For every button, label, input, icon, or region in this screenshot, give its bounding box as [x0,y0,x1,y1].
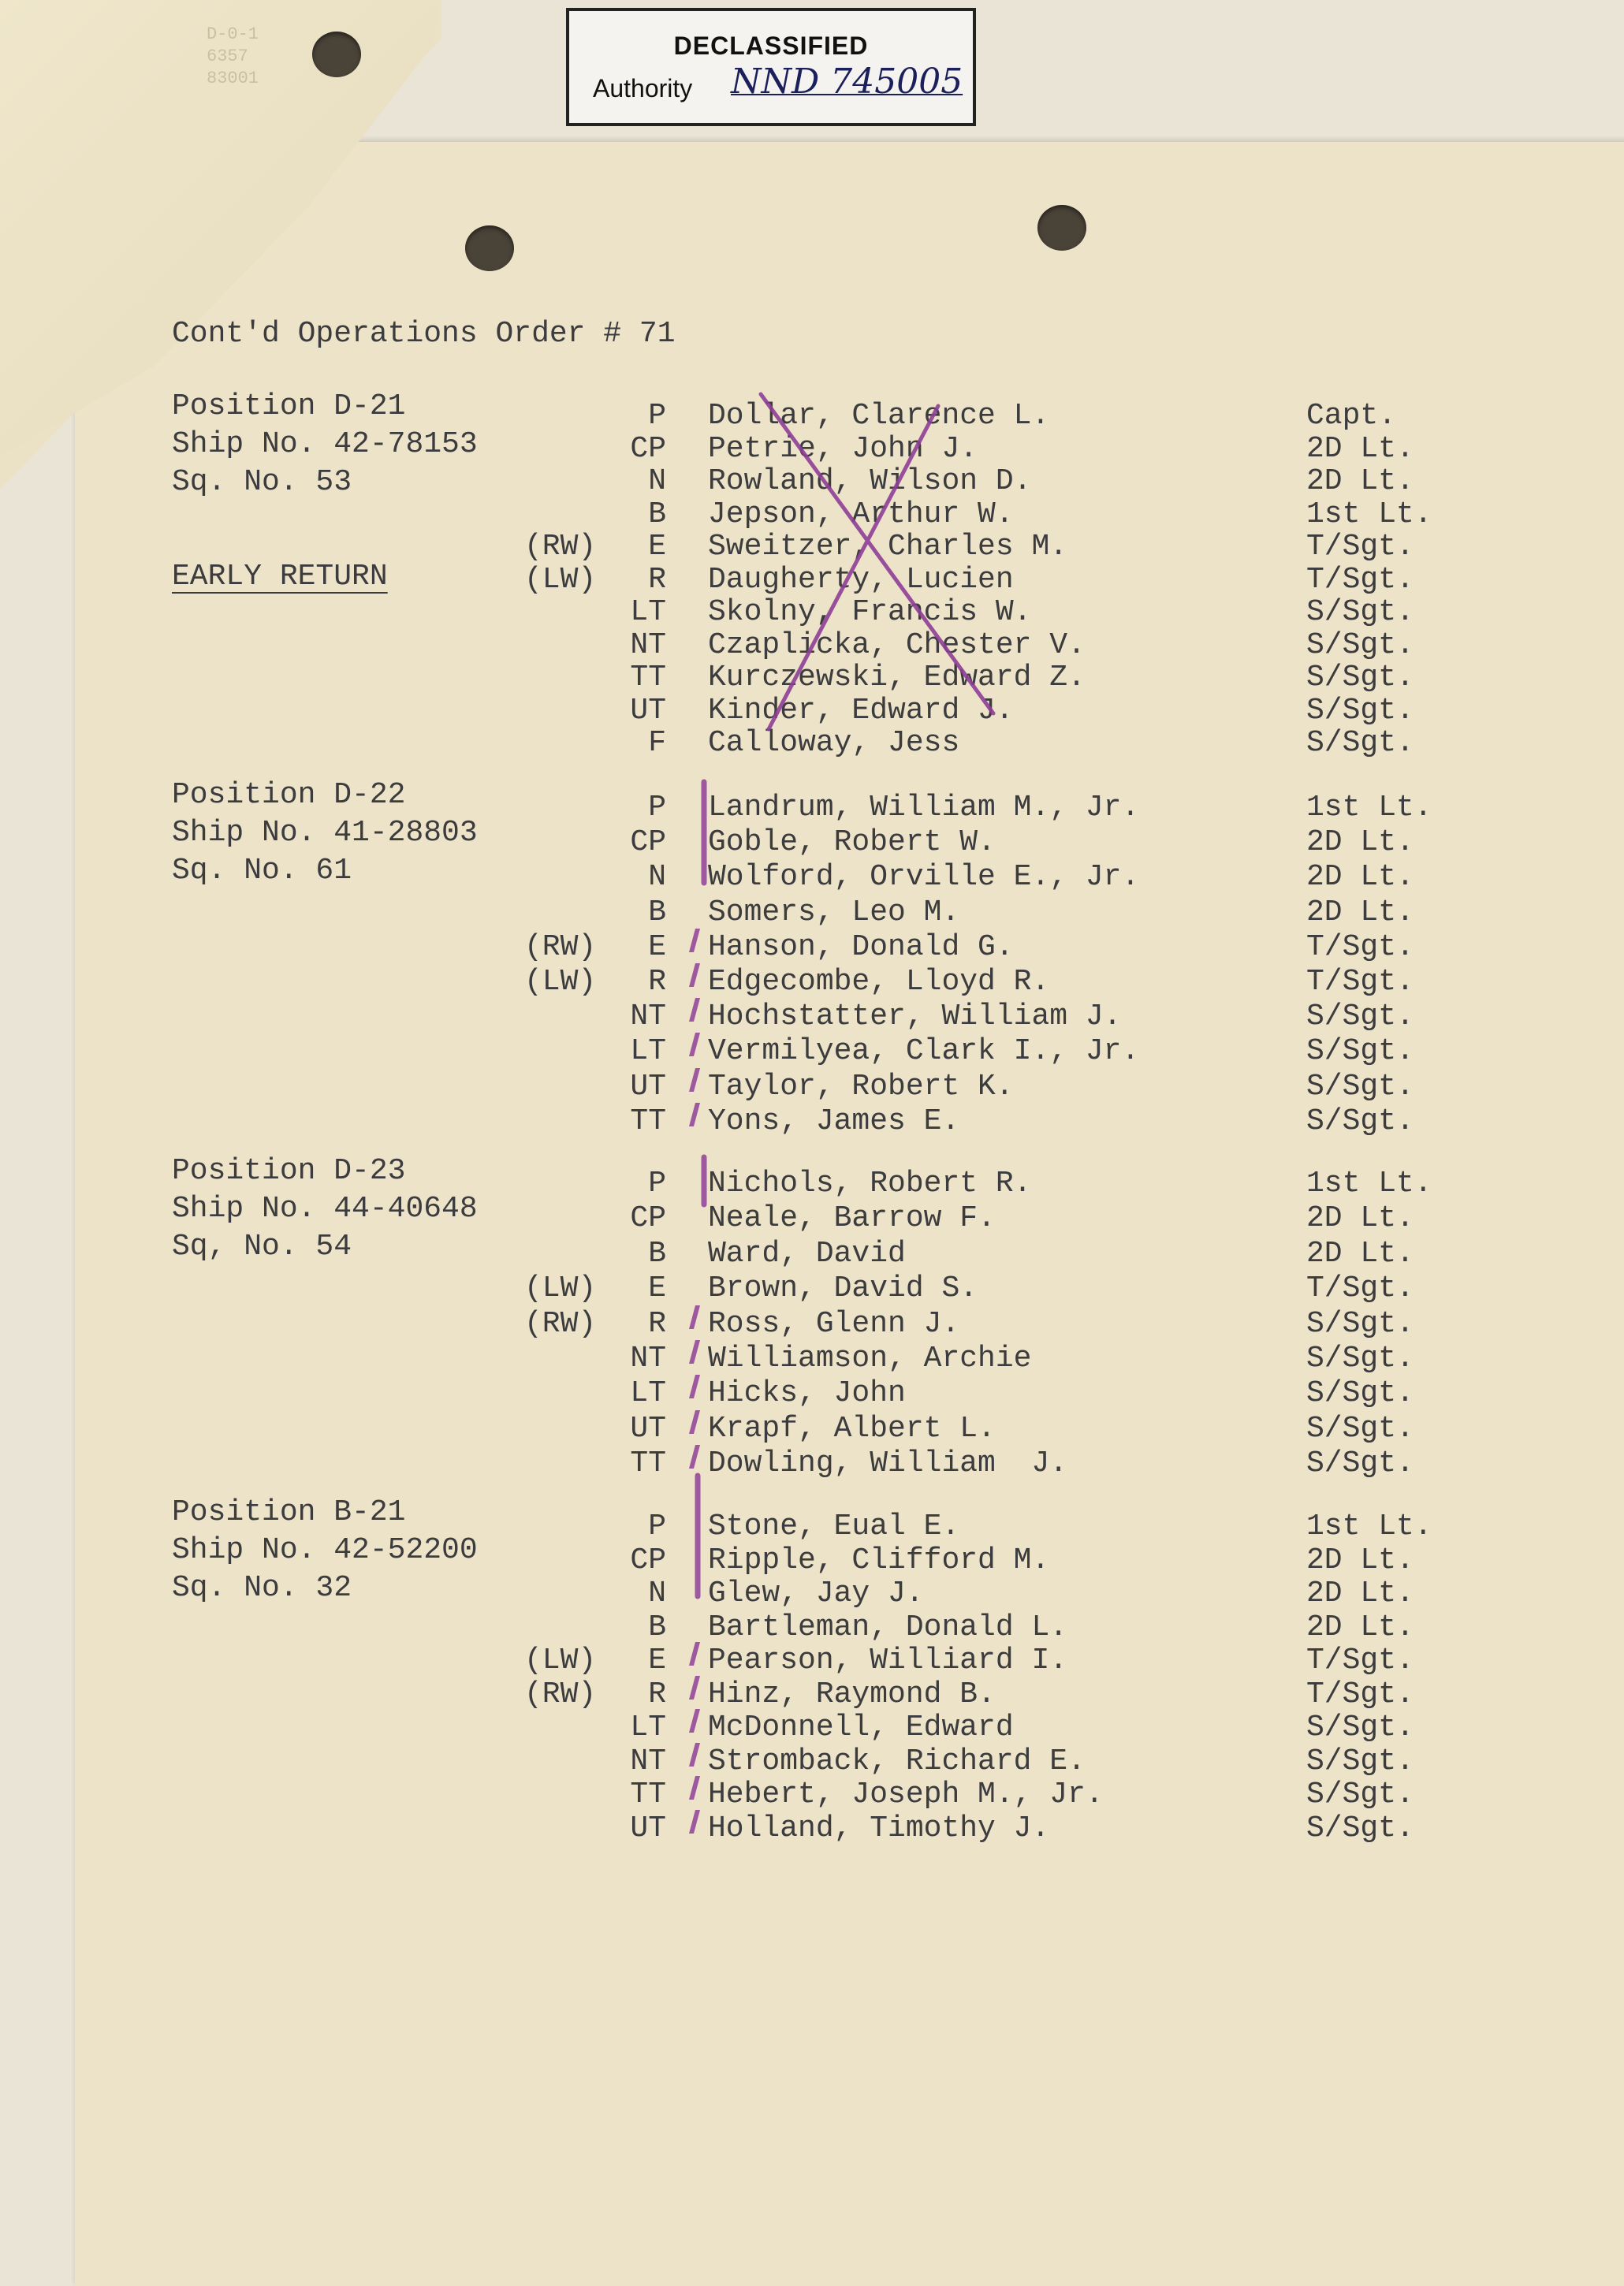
crew-position: TT [630,1778,666,1811]
crew-rank: S/Sgt. [1306,1034,1414,1069]
crew-rank: Capt. [1306,399,1397,433]
crew-rank: S/Sgt. [1306,1744,1414,1778]
crew-row [0,1307,1624,1340]
side-label: (LW) [524,1271,597,1306]
crew-position: CP [630,1543,666,1577]
crew-position: P [648,1167,666,1201]
crew-name: Krapf, Albert L. [708,1411,996,1446]
crew-name: Edgecombe, Lloyd R. [708,965,1050,999]
check-mark [689,963,727,987]
crew-position: E [648,1271,666,1306]
crew-name: Jepson, Arthur W. [708,497,1014,531]
crew-name: Nichols, Robert R. [708,1167,1032,1201]
squadron-number: Sq. No. 53 [172,465,352,499]
crew-rank: 1st Lt. [1306,497,1432,531]
crew-row [0,1644,1624,1677]
crew-row [0,1677,1624,1711]
crew-row [0,1610,1624,1644]
crew-rank: 2D Lt. [1306,431,1414,466]
stamp-authority-label: Authority [593,74,693,102]
crew-row [0,1167,1624,1200]
crew-row [0,1577,1624,1610]
crew-position: N [648,464,666,498]
check-mark [689,1305,727,1329]
check-mark [689,1445,727,1469]
crew-position: P [648,791,666,825]
position-label: Position D-21 [172,389,406,423]
crew-name: Hebert, Joseph M., Jr. [708,1778,1104,1811]
crew-rank: S/Sgt. [1306,726,1414,760]
crew-position: NT [630,1342,666,1376]
crew-rank: S/Sgt. [1306,1711,1414,1744]
side-label: (RW) [524,1306,597,1341]
crew-rank: S/Sgt. [1306,1778,1414,1811]
crew-row [0,1446,1624,1480]
early-return-note: EARLY RETURN [172,560,388,594]
crew-rank: S/Sgt. [1306,1411,1414,1446]
crew-name: Somers, Leo M. [708,895,960,929]
position-label: Position B-21 [172,1495,406,1529]
crew-rank: S/Sgt. [1306,1342,1414,1376]
check-mark [689,1033,727,1056]
crew-rank: T/Sgt. [1306,965,1414,999]
side-label: (RW) [524,929,597,964]
crew-rank: T/Sgt. [1306,1271,1414,1306]
ship-number: Ship No. 41-28803 [172,816,478,850]
check-mark [689,998,727,1022]
crew-row [0,1543,1624,1577]
side-label: (LW) [524,1644,597,1677]
crew-position: CP [630,825,666,860]
crew-rank: T/Sgt. [1306,562,1414,597]
crew-position: TT [630,1104,666,1138]
crew-row [0,399,1624,432]
crew-name: Czaplicka, Chester V. [708,627,1086,662]
check-mark [689,1743,727,1767]
crew-name: Yons, James E. [708,1104,960,1138]
crew-position: P [648,399,666,433]
crew-name: Ripple, Clifford M. [708,1543,1050,1577]
crew-position: N [648,860,666,895]
crew-position: UT [630,693,666,728]
crew-row [0,464,1624,497]
squadron-number: Sq, No. 54 [172,1230,352,1264]
crew-rank: 2D Lt. [1306,464,1414,498]
position-label: Position D-23 [172,1154,406,1188]
crew-position: F [648,726,666,760]
crew-name: Ward, David [708,1236,906,1271]
crew-row [0,1376,1624,1409]
check-mark [689,1642,727,1666]
crew-row [0,1711,1624,1744]
crew-rank: 2D Lt. [1306,860,1414,895]
check-mark [689,1709,727,1733]
crew-row [0,432,1624,465]
crew-name: Kurczewski, Edward Z. [708,661,1086,694]
crew-rank: S/Sgt. [1306,627,1414,662]
crew-position: NT [630,627,666,662]
crew-position: E [648,1644,666,1677]
crew-name: Glew, Jay J. [708,1577,924,1610]
crew-position: NT [630,1744,666,1778]
crew-row [0,1778,1624,1811]
crew-name: Hochstatter, William J. [708,1000,1122,1034]
check-mark [689,1340,727,1364]
crew-row [0,1342,1624,1375]
crew-row [0,1271,1624,1305]
crew-row [0,825,1624,858]
crew-name: McDonnell, Edward [708,1711,1014,1744]
check-mark [689,1776,727,1800]
crew-name: Goble, Robert W. [708,825,996,860]
squadron-number: Sq. No. 61 [172,854,352,888]
crew-position: R [648,1306,666,1341]
crew-position: TT [630,1446,666,1481]
crew-row [0,1510,1624,1543]
check-mark [689,929,727,952]
crew-name: Hanson, Donald G. [708,929,1014,964]
crew-name: Holland, Timothy J. [708,1811,1050,1845]
crew-position: B [648,497,666,531]
crew-name: Calloway, Jess [708,726,960,760]
crew-position: NT [630,1000,666,1034]
crew-position: E [648,929,666,964]
crew-rank: T/Sgt. [1306,1677,1414,1711]
side-label: (RW) [524,1677,597,1711]
crew-row [0,1811,1624,1845]
check-mark [689,1810,727,1834]
crew-row [0,628,1624,661]
crew-name: Rowland, Wilson D. [708,464,1032,498]
crew-position: TT [630,661,666,694]
side-label: (LW) [524,965,597,999]
crew-rank: 2D Lt. [1306,895,1414,929]
crew-name: Hinz, Raymond B. [708,1677,996,1711]
crew-rank: S/Sgt. [1306,693,1414,728]
crew-position: CP [630,1201,666,1236]
crew-rank: 1st Lt. [1306,791,1432,825]
crew-rank: S/Sgt. [1306,1446,1414,1481]
crew-position: R [648,1677,666,1711]
crew-name: Sweitzer, Charles M. [708,530,1068,564]
crew-name: Neale, Barrow F. [708,1201,996,1236]
crew-rank: T/Sgt. [1306,530,1414,564]
crew-row [0,1000,1624,1033]
crew-position: CP [630,431,666,466]
check-mark [689,1375,727,1398]
crew-name: Kinder, Edward J. [708,693,1014,728]
crew-position: R [648,965,666,999]
crew-position: LT [630,595,666,629]
crew-rank: S/Sgt. [1306,1104,1414,1138]
crew-position: E [648,530,666,564]
crew-rank: 2D Lt. [1306,825,1414,860]
crew-name: Taylor, Robert K. [708,1069,1014,1104]
crew-position: UT [630,1069,666,1104]
crew-rank: 2D Lt. [1306,1577,1414,1610]
crew-name: Williamson, Archie [708,1342,1032,1376]
check-mark [689,1068,727,1092]
crew-rank: S/Sgt. [1306,1376,1414,1411]
crew-name: Dowling, William J. [708,1446,1068,1481]
crew-name: Dollar, Clarence L. [708,399,1050,433]
crew-name: Landrum, William M., Jr. [708,791,1140,825]
crew-name: Bartleman, Donald L. [708,1610,1068,1644]
crew-row [0,860,1624,893]
crew-position: B [648,895,666,929]
crew-rank: S/Sgt. [1306,595,1414,629]
crew-name: Stone, Eual E. [708,1510,960,1543]
crew-position: UT [630,1811,666,1845]
crew-name: Petrie, John J. [708,431,978,466]
side-label: (LW) [524,562,597,597]
crew-name: Daugherty, Lucien [708,562,1014,597]
crew-position: B [648,1610,666,1644]
crew-position: R [648,562,666,597]
crew-name: Brown, David S. [708,1271,978,1306]
crew-name: Ross, Glenn J. [708,1306,960,1341]
crew-rank: S/Sgt. [1306,1306,1414,1341]
position-label: Position D-22 [172,778,406,812]
crew-row [0,661,1624,694]
crew-row [0,930,1624,963]
squadron-number: Sq. No. 32 [172,1571,352,1605]
crew-row [0,1034,1624,1067]
crew-row [0,530,1624,563]
ship-number: Ship No. 42-52200 [172,1533,478,1567]
crew-row [0,563,1624,596]
crew-row [0,895,1624,929]
crew-row [0,1070,1624,1103]
crew-row [0,726,1624,759]
crew-rank: T/Sgt. [1306,929,1414,964]
crew-row [0,1744,1624,1778]
crew-rank: S/Sgt. [1306,1000,1414,1034]
crew-position: LT [630,1034,666,1069]
ship-number: Ship No. 44-40648 [172,1192,478,1226]
order-heading: Cont'd Operations Order # 71 [172,317,676,351]
crew-name: Skolny, Francis W. [708,595,1032,629]
crew-row [0,1237,1624,1270]
crew-position: N [648,1577,666,1610]
ship-number: Ship No. 42-78153 [172,427,478,461]
crew-row [0,694,1624,727]
crew-name: Wolford, Orville E., Jr. [708,860,1140,895]
stamp-title: DECLASSIFIED [673,32,869,60]
crew-position: UT [630,1411,666,1446]
crew-position: LT [630,1376,666,1411]
crew-rank: 2D Lt. [1306,1236,1414,1271]
crew-row [0,497,1624,531]
crew-row [0,965,1624,998]
crew-name: Hicks, John [708,1376,906,1411]
crew-position: LT [630,1711,666,1744]
stamp-authority-value: NND 745005 [731,61,963,102]
crew-name: Pearson, Williard I. [708,1644,1068,1677]
crew-rank: 1st Lt. [1306,1510,1432,1543]
crew-rank: S/Sgt. [1306,661,1414,694]
crew-row [0,1104,1624,1137]
crew-row [0,1412,1624,1445]
faint-stamp-number: D-0-1 6357 83001 [207,24,259,88]
crew-row [0,791,1624,824]
crew-rank: 2D Lt. [1306,1201,1414,1236]
crew-rank: 2D Lt. [1306,1543,1414,1577]
crew-rank: 2D Lt. [1306,1610,1414,1644]
crew-position: P [648,1510,666,1543]
crew-position: B [648,1236,666,1271]
crew-name: Vermilyea, Clark I., Jr. [708,1034,1140,1069]
crew-rank: 1st Lt. [1306,1167,1432,1201]
check-mark [689,1676,727,1700]
check-mark [689,1410,727,1434]
crew-name: Stromback, Richard E. [708,1744,1086,1778]
crew-row [0,595,1624,628]
check-mark [689,1103,727,1126]
side-label: (RW) [524,530,597,564]
crew-row [0,1201,1624,1234]
crew-rank: S/Sgt. [1306,1811,1414,1845]
crew-rank: S/Sgt. [1306,1069,1414,1104]
crew-rank: T/Sgt. [1306,1644,1414,1677]
